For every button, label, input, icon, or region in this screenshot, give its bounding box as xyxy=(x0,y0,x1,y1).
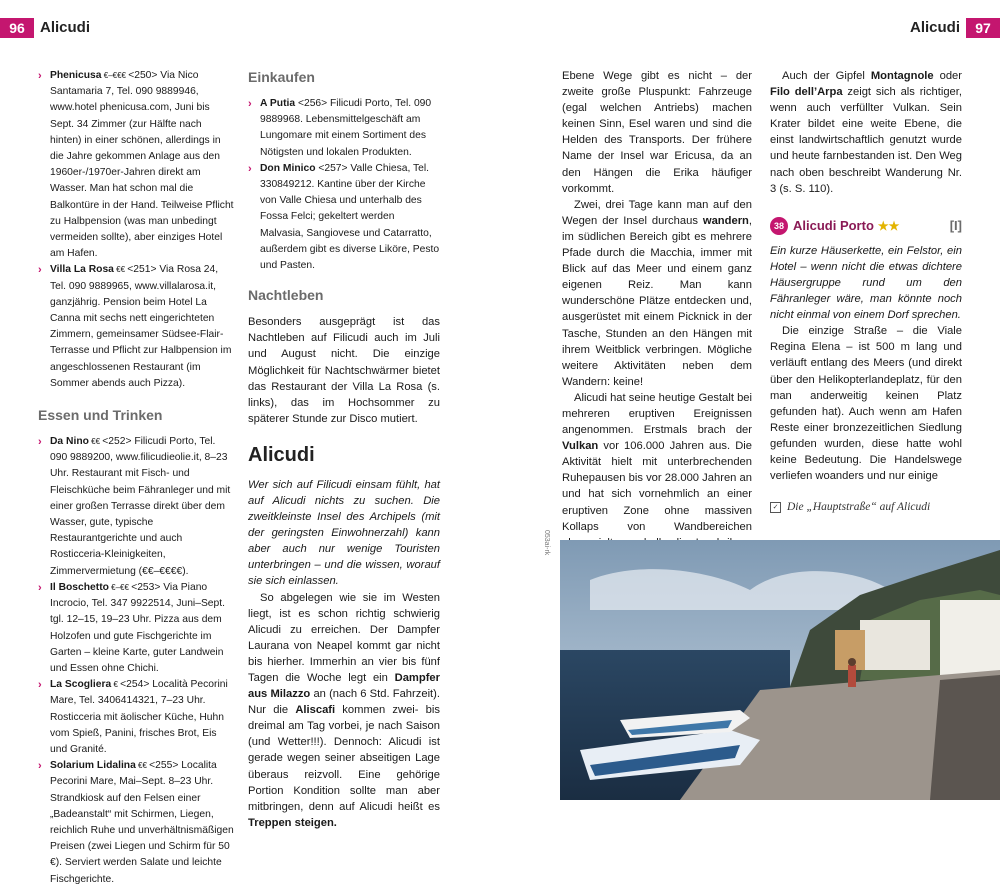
hotel-entry xyxy=(38,68,234,262)
page-number-right: 97 xyxy=(966,18,1000,38)
restaurant-entry-name: Solarium Lidalina xyxy=(50,760,136,772)
shop-entry xyxy=(248,161,440,274)
chapter-paragraph-1: So abgelegen wie sie im Westen liegt, ist es schon richtig schwierig Alicudi zu erreichen. Der Dampfer Laurana von Neapel kommt gar nicht bis hierher. Immerhin an vier bis fünf Tagen die Woche legt ein Dampfer aus Milazzo an (nach 6 Std. Fahrzeit). Nur die Aliscafi kommen zwei- bis dreimal am Tag vorbei, je nach Saison (und Wetter!!!). Dennoch: Alicudi ist gerade wegen seiner abseitigen Lage überaus reizvoll. Eine gehörige Portion Kondition sollte man aber mitbringen, denn auf Alicudi heißt es Treppen steigen. xyxy=(248,591,440,829)
bullet-arrow-icon: › xyxy=(248,98,252,110)
restaurant-entry-price: €€ xyxy=(88,437,103,447)
photo-code: 053ai-rk xyxy=(543,530,550,556)
bullet-arrow-icon: › xyxy=(38,264,42,277)
shop-entry-text: <257> Valle Chiesa, Tel. 330849212. Kantine über der Kirche von Valle Chiesa und unterhalb des Fossa Felci; gekeltert werden Malvasia, Sangiovese und Catarratto, außerdem gibt es diverse Liköre, Pesto und Pasten. xyxy=(260,162,440,272)
nightlife-text: Besonders ausgeprägt ist das Nachtleben auf Filicudi auch im Juli und August nicht. Die einzige Möglichkeit für Nachtschwärmer bietet das Restaurant der Villa La Rosa (s. links), das im Hochsommer zu späterer Stunde zur Disco mutiert. xyxy=(248,316,440,425)
page-number-left: 96 xyxy=(0,18,34,38)
restaurant-entry xyxy=(38,434,234,580)
restaurant-entry-price: €–€€ xyxy=(108,582,132,592)
sight-number-badge: 38 xyxy=(770,217,788,235)
food-list xyxy=(38,434,234,888)
bullet-arrow-icon: › xyxy=(38,679,42,692)
restaurant-entry xyxy=(38,677,234,758)
bullet-arrow-icon: › xyxy=(38,70,42,82)
restaurant-entry xyxy=(38,580,234,677)
hotel-entry-name: Villa La Rosa xyxy=(50,264,114,276)
restaurant-entry-text: <254> Località Pecorini Mare, Tel. 3406414321, 7–23 Uhr. Rosticceria mit äolischer Küche, Huhn vom Spieß, Panini, frisches Brot, Eis und Granité. xyxy=(50,679,228,755)
restaurant-entry-text: <252> Filicudi Porto, Tel. 090 9889200, www.filicudieolie.it, 8–23 Uhr. Restaurant mit Fisch- und Fleischküche beim Fähranleger und mit einer großen Terrasse direkt über dem Wasser, gute, typische Restaurantgerichte und auch Rosticceria-Kleinigkeiten, Zimmervermietung (€€–€€€€). xyxy=(50,436,231,577)
restaurant-entry-text: <255> Localita Pecorini Mare, Mai–Sept. 8–23 Uhr. Strandkiosk auf den Felsen einer „Badeanstalt“ mit Schirmen, Liegen, reichlich Ruhe und unverhältnismäßigen Preisen (zwei Liegen und Schirm für 50 €). Serviert werden Salate und leichte Fischgerichte. xyxy=(50,760,234,885)
page-title-left: Alicudi xyxy=(40,19,91,36)
column-4 xyxy=(770,68,962,484)
restaurant-entry-text: <253> Via Piano Incrocio, Tel. 347 9922514, Juni–Sept. tgl. 12–15, 19–23 Uhr. Pizza aus dem Holzofen und gute Fischgerichte im Garten – kleine Karte, guter Landwein und Essen ohne Chichi. xyxy=(50,581,225,674)
chapter-intro: Wer sich auf Filicudi einsam fühlt, hat auf Alicudi nichts zu suchen. Die zweitkleinste Insel des Archipels (mit der geringsten Einwohnerzahl) kann aber auch nur wenige Touristen unterbringen – und die wissen, worauf sie sich einlassen. xyxy=(248,478,440,588)
section-nachtleben: Nachtleben xyxy=(248,287,324,304)
harbour-photo xyxy=(560,540,1000,800)
section-einkaufen: Einkaufen xyxy=(248,69,315,85)
bullet-arrow-icon: › xyxy=(38,581,42,594)
restaurant-entry-price: €€ xyxy=(135,761,150,771)
shop-list xyxy=(248,96,440,274)
col3-paragraph-2: Zwei, drei Tage kann man auf den Wegen der Insel durchaus wandern, im südlichen Bereich gibt es mehrere Pfade durch die Macchia, immer mit Blick auf das Meer und einem ganz eigenen Reiz. Man kann wunderschöne Plätze entdecken und, ausgerüstet mit einem Picknick in der Tasche, Stunden an den Hängen mit ihrem Weitblick verbringen. Mögliche weitere Aktivitäten neben dem Wandern: keine! xyxy=(562,198,752,388)
hotel-list xyxy=(38,68,234,392)
col3-paragraph-3: Alicudi hat seine heutige Gestalt bei mehreren eruptiven Ereignissen angenommen. Erstmals brach der Vulkan vor 106.000 Jahren aus. Die Aktivität hielt mit unterbrechenden Ruhepausen bis vor 28.000 Jahren an und hat sich vornehmlich an einer eruptiven Zone ohne massiven Kollaps von Wandbereichen xyxy=(562,391,752,533)
bullet-arrow-icon: › xyxy=(248,162,252,175)
col3-paragraph-1: Ebene Wege gibt es nicht – der zweite große Pluspunkt: Fahrzeuge (egal welchen Antriebs) machen keinen Sinn, Esel waren und sind die Helden des Transports. Der frühere Name der Insel war Ericusa, da an den Hängen die Erika häufiger vorkommt. xyxy=(562,70,752,195)
chapter-title-alicudi: Alicudi xyxy=(248,443,315,466)
page-title-right: Alicudi xyxy=(909,19,960,36)
restaurant-entry xyxy=(38,758,234,888)
star-rating-icon: ★★ xyxy=(877,218,900,233)
col4-paragraph-1: Auch der Gipfel Montagnole oder Filo dell’Arpa zeigt sich als richtiger, wenn auch verfüllter Vulkan. Sein Krater bildet eine weite Ebene, die einst landwirtschaftlich genutzt wurde und heute farnbestanden ist. Den Weg nach oben beschreibt Wanderung Nr. 3 (s. S. 110). xyxy=(770,70,962,195)
restaurant-entry-name: La Scogliera xyxy=(50,679,112,691)
shop-entry-name: A Putia xyxy=(260,98,296,109)
shop-entry-name: Don Minico xyxy=(260,162,316,174)
caption-check-icon: ✓ xyxy=(770,502,781,513)
hotel-entry-text: <251> Via Rosa 24, Tel. 090 9889965, www.villalarosa.it, ganzjährig. Pension beim Hotel La Canna mit sechs nett eingerichteten Zimmern, gemeinsamer Südsee-Flair-Terrasse und Pflicht zur Halbpension im angeschlossenen Restaurant (im Sommer abends auch Pizza). xyxy=(50,264,232,389)
restaurant-entry-price: € xyxy=(111,680,121,690)
shop-entry xyxy=(248,96,440,161)
restaurant-entry-name: Da Nino xyxy=(50,436,89,448)
section-essen-und-trinken: Essen und Trinken xyxy=(38,407,163,424)
column-3 xyxy=(562,68,752,583)
sight-name: Alicudi Porto xyxy=(793,217,874,233)
caption-text: Die „Hauptstraße“ auf Alicudi xyxy=(787,501,931,513)
map-reference: [I] xyxy=(949,217,962,233)
hotel-entry-price: €–€€€ xyxy=(101,71,129,80)
column-1 xyxy=(38,68,234,888)
hotel-entry xyxy=(38,262,234,392)
col4-paragraph-2: Die einzige Straße – die Viale Regina Elena – ist 500 m lang und verläuft entlang des Meers (und direkt über den Helikopterlandeplatz, für den man anderweitig keinen Platz gefunden hat). Auch wenn am Hafen Reste einer bronzezeitlichen Siedlung gefunden wurden, diese hatte wohl keine Bedeutung. Die Handelswege verliefen woanders und nur einige xyxy=(770,325,962,483)
restaurant-entry-name: Il Boschetto xyxy=(50,581,109,593)
hotel-entry-text: <250> Via Nico Santamaria 7, Tel. 090 9889946, www.hotel phenicusa.com, Juni bis Sept. 34 Zimmer (zur Hälfte nach hinten) in einer schönen, allerdings in die Jahre gekommen Anlage aus den 1960er-/1970er-Jahren direkt am Wasser. Man hat schon mal die Balkontüre in der Hand. Teilweise Pflicht zu Halbpension (was man unbedingt vermeiden sollte), aber einziges Hotel am Hafen. xyxy=(50,70,234,260)
hotel-entry-name: Phenicusa xyxy=(50,70,102,81)
sight-intro: Ein kurze Häuserkette, ein Felstor, ein Hotel – wenn nicht die etwas dichtere Häusergruppe rund um den Fähranleger wäre, man könnte noch nicht einmal von einem Dorf sprechen. xyxy=(770,244,962,322)
column-2 xyxy=(248,68,440,831)
hotel-entry-price: €€ xyxy=(113,265,128,275)
shop-entry-text: <256> Filicudi Porto, Tel. 090 9889968. Lebensmittelgeschäft am Lungomare mit einem Sortiment des Nötigsten und lokalen Produkten. xyxy=(260,98,432,158)
bullet-arrow-icon: › xyxy=(38,436,42,449)
bullet-arrow-icon: › xyxy=(38,760,42,773)
photo-caption xyxy=(770,501,930,513)
sight-heading xyxy=(770,217,962,235)
